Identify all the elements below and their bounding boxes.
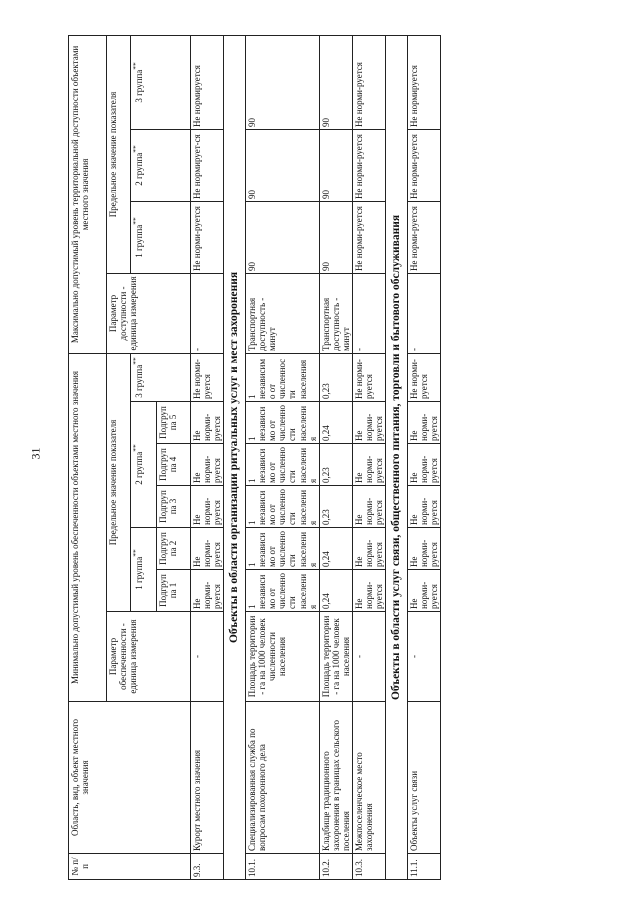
subgroup-value-4: Не норми-руется <box>191 444 224 486</box>
row-number: 10.1. <box>246 854 320 880</box>
subgroup-value-5: 1 независимо от численности населения <box>246 402 320 444</box>
subgroup-value-5: Не норми-руется <box>408 402 441 444</box>
header-subgroup-3: Подгруппа 3 <box>157 486 191 528</box>
row-number: 11.1. <box>408 854 441 880</box>
header-limit-value-2: Предельное значение показателя <box>107 35 131 273</box>
table-row <box>246 35 320 879</box>
header-limit-value: Предельное значение показателя <box>107 353 131 611</box>
subgroup-value-2: Не норми-руется <box>408 528 441 570</box>
subgroup-value-3: Не норми-руется <box>352 486 385 528</box>
header-group-3: 3 группа** <box>131 353 191 401</box>
access-value-2: 90 <box>319 129 352 201</box>
subgroup-value-3: 0,23 <box>319 486 352 528</box>
access-parameter: - <box>352 273 385 353</box>
header-no: № п/п <box>69 854 191 880</box>
table-row <box>408 35 441 879</box>
section-title: Объекты в области организации ритуальных услуг и мест захоронения <box>224 35 246 879</box>
access-parameter: - <box>408 273 441 353</box>
subgroup-value-3: Не норми-руется <box>408 486 441 528</box>
subgroup-value-6: Не норми-руется <box>408 353 441 401</box>
header-g2: 2 группа** <box>131 129 191 201</box>
access-value-3: Не нормируется <box>408 35 441 129</box>
provision-parameter: - <box>352 612 385 702</box>
section-row <box>386 35 408 879</box>
subgroup-value-2: 1 независимо от численности населения <box>246 528 320 570</box>
subgroup-value-3: 1 независимо от численности населения <box>246 486 320 528</box>
header-param-provision: Параметр обеспеченности - единица измерения <box>107 612 191 702</box>
access-value-2: 90 <box>246 129 320 201</box>
object-name: Курорт местного значения <box>191 702 224 854</box>
subgroup-value-4: Не норми-руется <box>408 444 441 486</box>
subgroup-value-1: Не норми-руется <box>191 570 224 612</box>
subgroup-value-5: Не норми-руется <box>191 402 224 444</box>
access-value-1: 90 <box>246 201 320 273</box>
access-value-1: Не норми-руется <box>408 201 441 273</box>
header-object: Область, вид, объект местного значения <box>69 702 191 854</box>
subgroup-value-1: 0,24 <box>319 570 352 612</box>
section-row <box>224 35 246 879</box>
object-name: Специализированная служба по вопросам похоронного дела <box>246 702 320 854</box>
provision-parameter: - <box>408 612 441 702</box>
header-param-access: Параметр доступности - единица измерения <box>107 273 191 353</box>
access-value-2: Не норми-руется <box>408 129 441 201</box>
subgroup-value-1: Не норми-руется <box>352 570 385 612</box>
provision-parameter: - <box>191 612 224 702</box>
page-number: 31 <box>28 447 43 460</box>
subgroup-value-4: 1 независимо от численности населения <box>246 444 320 486</box>
subgroup-value-6: 0,23 <box>319 353 352 401</box>
access-parameter: Транспортная доступность - минут <box>319 273 352 353</box>
rotated-table-container <box>68 36 546 880</box>
header-subgroup-2: Подгруппа 2 <box>157 528 191 570</box>
header-subgroup-4: Подгруппа 4 <box>157 444 191 486</box>
subgroup-value-3: Не норми-руется <box>191 486 224 528</box>
subgroup-value-1: Не норми-руется <box>408 570 441 612</box>
subgroup-value-2: 0,24 <box>319 528 352 570</box>
access-value-2: Не норми-руется <box>352 129 385 201</box>
subgroup-value-5: 0,24 <box>319 402 352 444</box>
header-group-1: 1 группа** <box>131 528 157 612</box>
object-name: Объекты услуг связи <box>408 702 441 854</box>
access-value-1: 90 <box>319 201 352 273</box>
subgroup-value-2: Не норми-руется <box>191 528 224 570</box>
object-name: Межпоселенческое место захоронения <box>352 702 385 854</box>
provision-parameter: Площадь территории - га на 1000 человек населения <box>319 612 352 702</box>
table-frame <box>68 36 546 880</box>
subgroup-value-1: 1 независимо от численности населения <box>246 570 320 612</box>
table-row <box>191 35 224 879</box>
subgroup-value-6: Не норми-руется <box>352 353 385 401</box>
header-max-level: Максимально допустимый уровень территориальной доступности объектами местного значения <box>69 35 107 353</box>
row-number: 10.3. <box>352 854 385 880</box>
access-value-3: 90 <box>246 35 320 129</box>
subgroup-value-2: Не норми-руется <box>352 528 385 570</box>
header-subgroup-1: Подгруппа 1 <box>157 570 191 612</box>
access-value-3: Не норми-руется <box>352 35 385 129</box>
subgroup-value-6: 1 независимо от численности населения <box>246 353 320 401</box>
access-value-3: 90 <box>319 35 352 129</box>
table-row <box>352 35 385 879</box>
header-g1: 1 группа** <box>131 201 191 273</box>
subgroup-value-4: Не норми-руется <box>352 444 385 486</box>
row-number: 10.2. <box>319 854 352 880</box>
header-min-level: Минимально допустимый уровень обеспеченности объектами местного значения <box>69 353 107 701</box>
row-number: 9.3. <box>191 854 224 880</box>
object-name: Кладбище традиционного захоронения в границах сельского поселения <box>319 702 352 854</box>
subgroup-value-6: Не норми-руется <box>191 353 224 401</box>
section-title: Объекты в области услуг связи, общественного питания, торговли и бытового обслуживания <box>386 35 408 879</box>
access-parameter: Транспортная доступность - минут <box>246 273 320 353</box>
access-value-2: Не нормирует-ся <box>191 129 224 201</box>
standards-table <box>68 35 441 880</box>
table-row <box>319 35 352 879</box>
table-body <box>191 35 441 879</box>
access-value-1: Не норми-руется <box>352 201 385 273</box>
access-parameter: - <box>191 273 224 353</box>
header-g3: 3 группа** <box>131 35 191 129</box>
access-value-3: Не нормируется <box>191 35 224 129</box>
subgroup-value-5: Не норми-руется <box>352 402 385 444</box>
provision-parameter: Площадь территории - га на 1000 человек численности населения <box>246 612 320 702</box>
access-value-1: Не норми-руется <box>191 201 224 273</box>
header-subgroup-5: Подгруппа 5 <box>157 402 191 444</box>
subgroup-value-4: 0,23 <box>319 444 352 486</box>
header-group-2: 2 группа** <box>131 402 157 528</box>
